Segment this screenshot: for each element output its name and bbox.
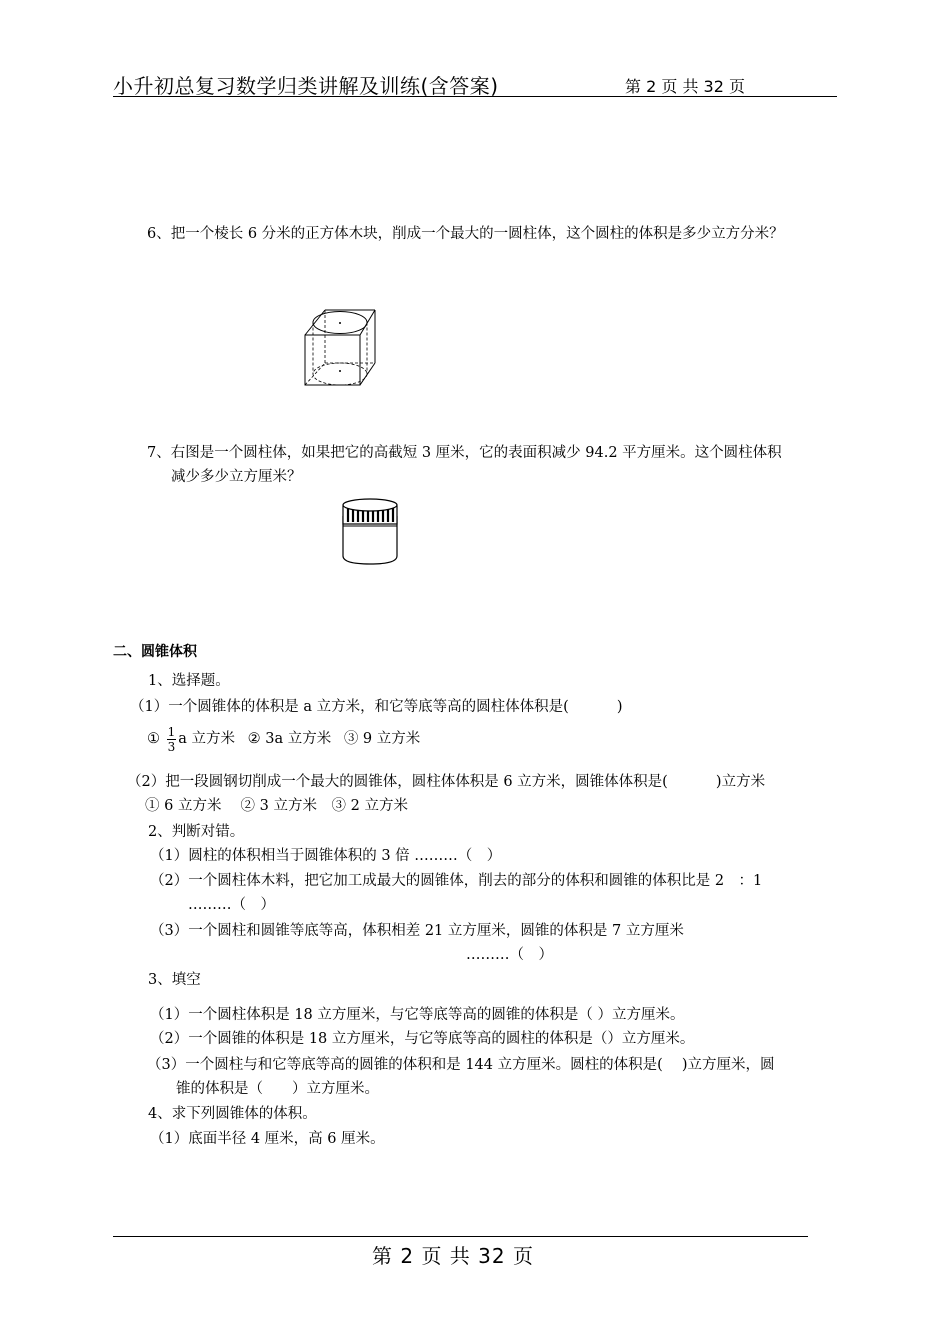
choice-section-title: 1、选择题。: [148, 673, 230, 689]
question-7-line-2: 减少多少立方厘米？: [171, 469, 302, 485]
fill-question-3-line-1: （3）一个圆柱与和它等底等高的圆锥的体积和是 144 立方厘米。圆柱的体积是( )立方厘米，圆: [147, 1057, 775, 1073]
judge-question-1: （1）圆柱的体积相当于圆锥体积的 3 倍 ………（ ）: [150, 848, 502, 864]
option-2: ② 3a 立方米: [247, 731, 332, 747]
section-2-title: 二、圆锥体积: [113, 644, 197, 660]
cylinder-jar-figure: [340, 496, 400, 568]
choice-question-2: （2）把一段圆钢切削成一个最大的圆锥体，圆柱体体积是 6 立方米，圆锥体体积是( )立方米: [127, 774, 766, 790]
option-1-mark: ①: [147, 731, 160, 747]
judge-question-2-line-1: （2）一个圆柱体木料，把它加工成最大的圆锥体，削去的部分的体积和圆锥的体积比是 2 ：1: [150, 873, 763, 889]
question-6-text: 6、把一个棱长 6 分米的正方体木块，削成一个最大的一圆柱体，这个圆柱的体积是多少立方分米？: [147, 226, 784, 242]
question-7-line-1: 7、右图是一个圆柱体，如果把它的高截短 3 厘米，它的表面积减少 94.2 平方厘米。这个圆柱体积: [147, 445, 782, 461]
choice-question-2-options: ① 6 立方米 ② 3 立方米 ③ 2 立方米: [145, 798, 408, 814]
footer-divider: [113, 1236, 808, 1237]
choice-question-1-options: [147, 719, 420, 759]
footer-page-number: 第 2 页 共 32 页: [372, 1244, 534, 1268]
document-header-title: 小升初总复习数学归类讲解及训练(含答案): [113, 74, 499, 98]
compute-section-title: 4、求下列圆锥体的体积。: [148, 1106, 317, 1122]
header-page-number: 第 2 页 共 32 页: [625, 77, 745, 96]
cube-cylinder-figure: [300, 305, 380, 387]
fill-section-title: 3、填空: [148, 972, 201, 988]
fraction-one-third: $\frac{1}{3}$: [167, 724, 176, 754]
fill-question-1: （1）一个圆柱体积是 18 立方厘米，与它等底等高的圆锥的体积是（ ）立方厘米。: [150, 1007, 685, 1023]
choice-question-1: （1）一个圆锥体的体积是 a 立方米，和它等底等高的圆柱体体积是( ): [130, 699, 623, 715]
option-3: ③ 9 立方米: [343, 731, 421, 747]
judge-question-2-line-2: ………（ ）: [188, 897, 275, 913]
judge-question-3-line-2: ………（ ）: [466, 947, 553, 963]
fill-question-3-line-2: 锥的体积是（ ）立方厘米。: [176, 1081, 379, 1097]
judge-section-title: 2、判断对错。: [148, 824, 245, 840]
header-divider: [113, 96, 837, 97]
compute-question-1: （1）底面半径 4 厘米，高 6 厘米。: [150, 1131, 385, 1147]
fill-question-2: （2）一个圆锥的体积是 18 立方厘米，与它等底等高的圆柱的体积是（）立方厘米。: [150, 1031, 695, 1047]
option-1-rest: a 立方米: [178, 731, 236, 747]
judge-question-3-line-1: （3）一个圆柱和圆锥等底等高，体积相差 21 立方厘米，圆锥的体积是 7 立方厘米: [150, 923, 684, 939]
